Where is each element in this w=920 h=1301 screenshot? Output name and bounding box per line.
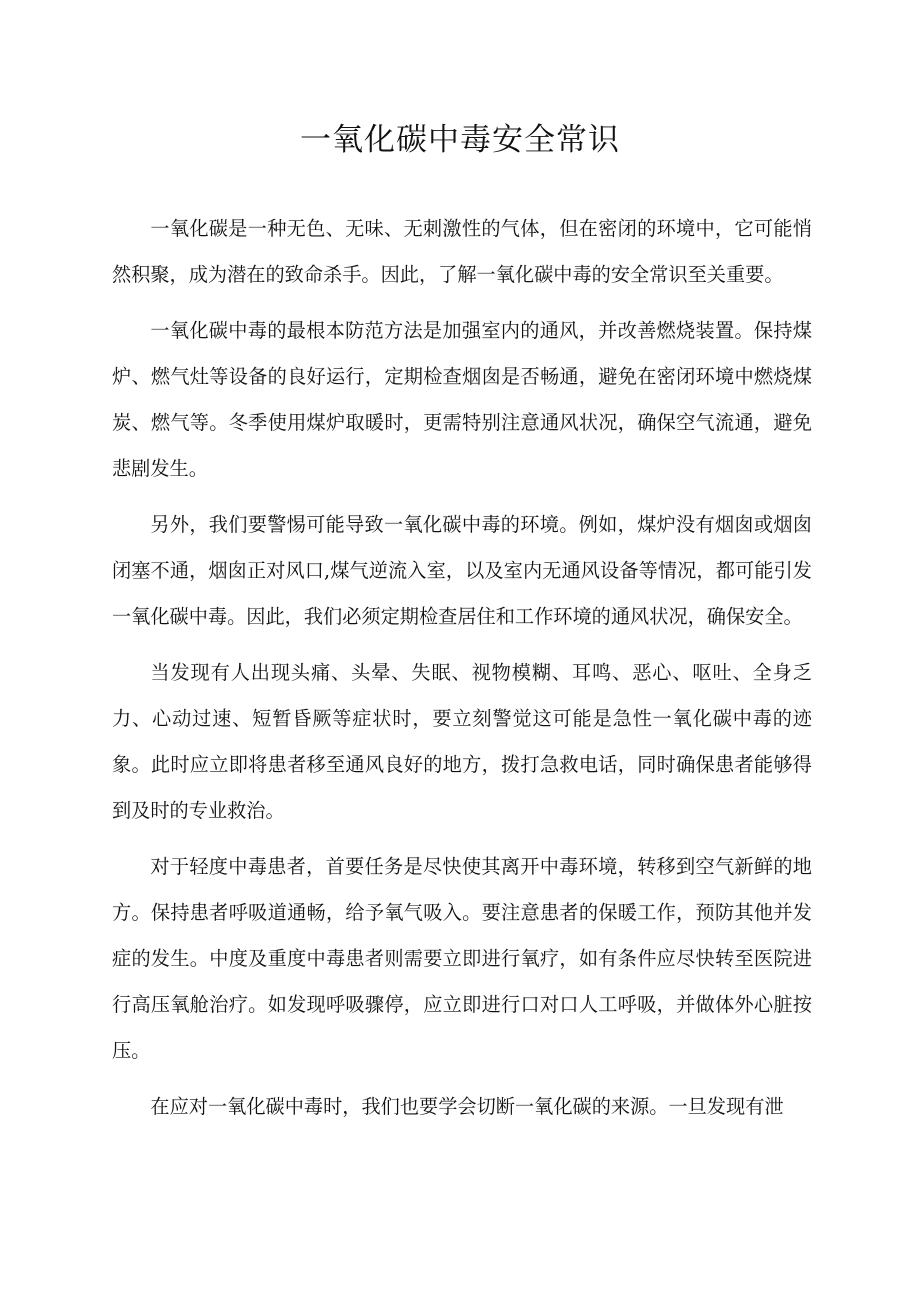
paragraph-2: 一氧化碳中毒的最根本防范方法是加强室内的通风，并改善燃烧装置。保持煤炉、燃气灶等设备的良好运行，定期检查烟囱是否畅通，避免在密闭环境中燃烧煤炭、燃气等。冬季使用煤炉取暖时，更需特别注意通风状况，确保空气流通，避免悲剧发生。 [112,319,812,480]
paragraph-1: 一氧化碳是一种无色、无味、无刺激性的气体，但在密闭的环境中，它可能悄然积聚，成为潜在的致命杀手。因此，了解一氧化碳中毒的安全常识至关重要。 [112,217,812,286]
document-body [112,206,812,1140]
paragraph-6: 在应对一氧化碳中毒时，我们也要学会切断一氧化碳的来源。一旦发现有泄 [150,1095,784,1118]
paragraph-4: 当发现有人出现头痛、头晕、失眠、视物模糊、耳鸣、恶心、呕吐、全身乏力、心动过速、短暂昏厥等症状时，要立刻警觉这可能是急性一氧化碳中毒的迹象。此时应立即将患者移至通风良好的地方，拨打急救电话，同时确保患者能够得到及时的专业救治。 [112,661,812,822]
paragraph-3: 另外，我们要警惕可能导致一氧化碳中毒的环境。例如，煤炉没有烟囱或烟囱闭塞不通，烟囱正对风口,煤气逆流入室，以及室内无通风设备等情况，都可能引发一氧化碳中毒。因此，我们必须定期检查居住和工作环境的通风状况，确保安全。 [112,513,812,628]
paragraph-5: 对于轻度中毒患者，首要任务是尽快使其离开中毒环境，转移到空气新鲜的地方。保持患者呼吸道通畅，给予氧气吸入。要注意患者的保暖工作，预防其他并发症的发生。中度及重度中毒患者则需要立即进行氧疗，如有条件应尽快转至医院进行高压氧舱治疗。如发现呼吸骤停，应立即进行口对口人工呼吸，并做体外心脏按压。 [112,855,812,1062]
document-title: 一氧化碳中毒安全常识 [300,122,620,158]
